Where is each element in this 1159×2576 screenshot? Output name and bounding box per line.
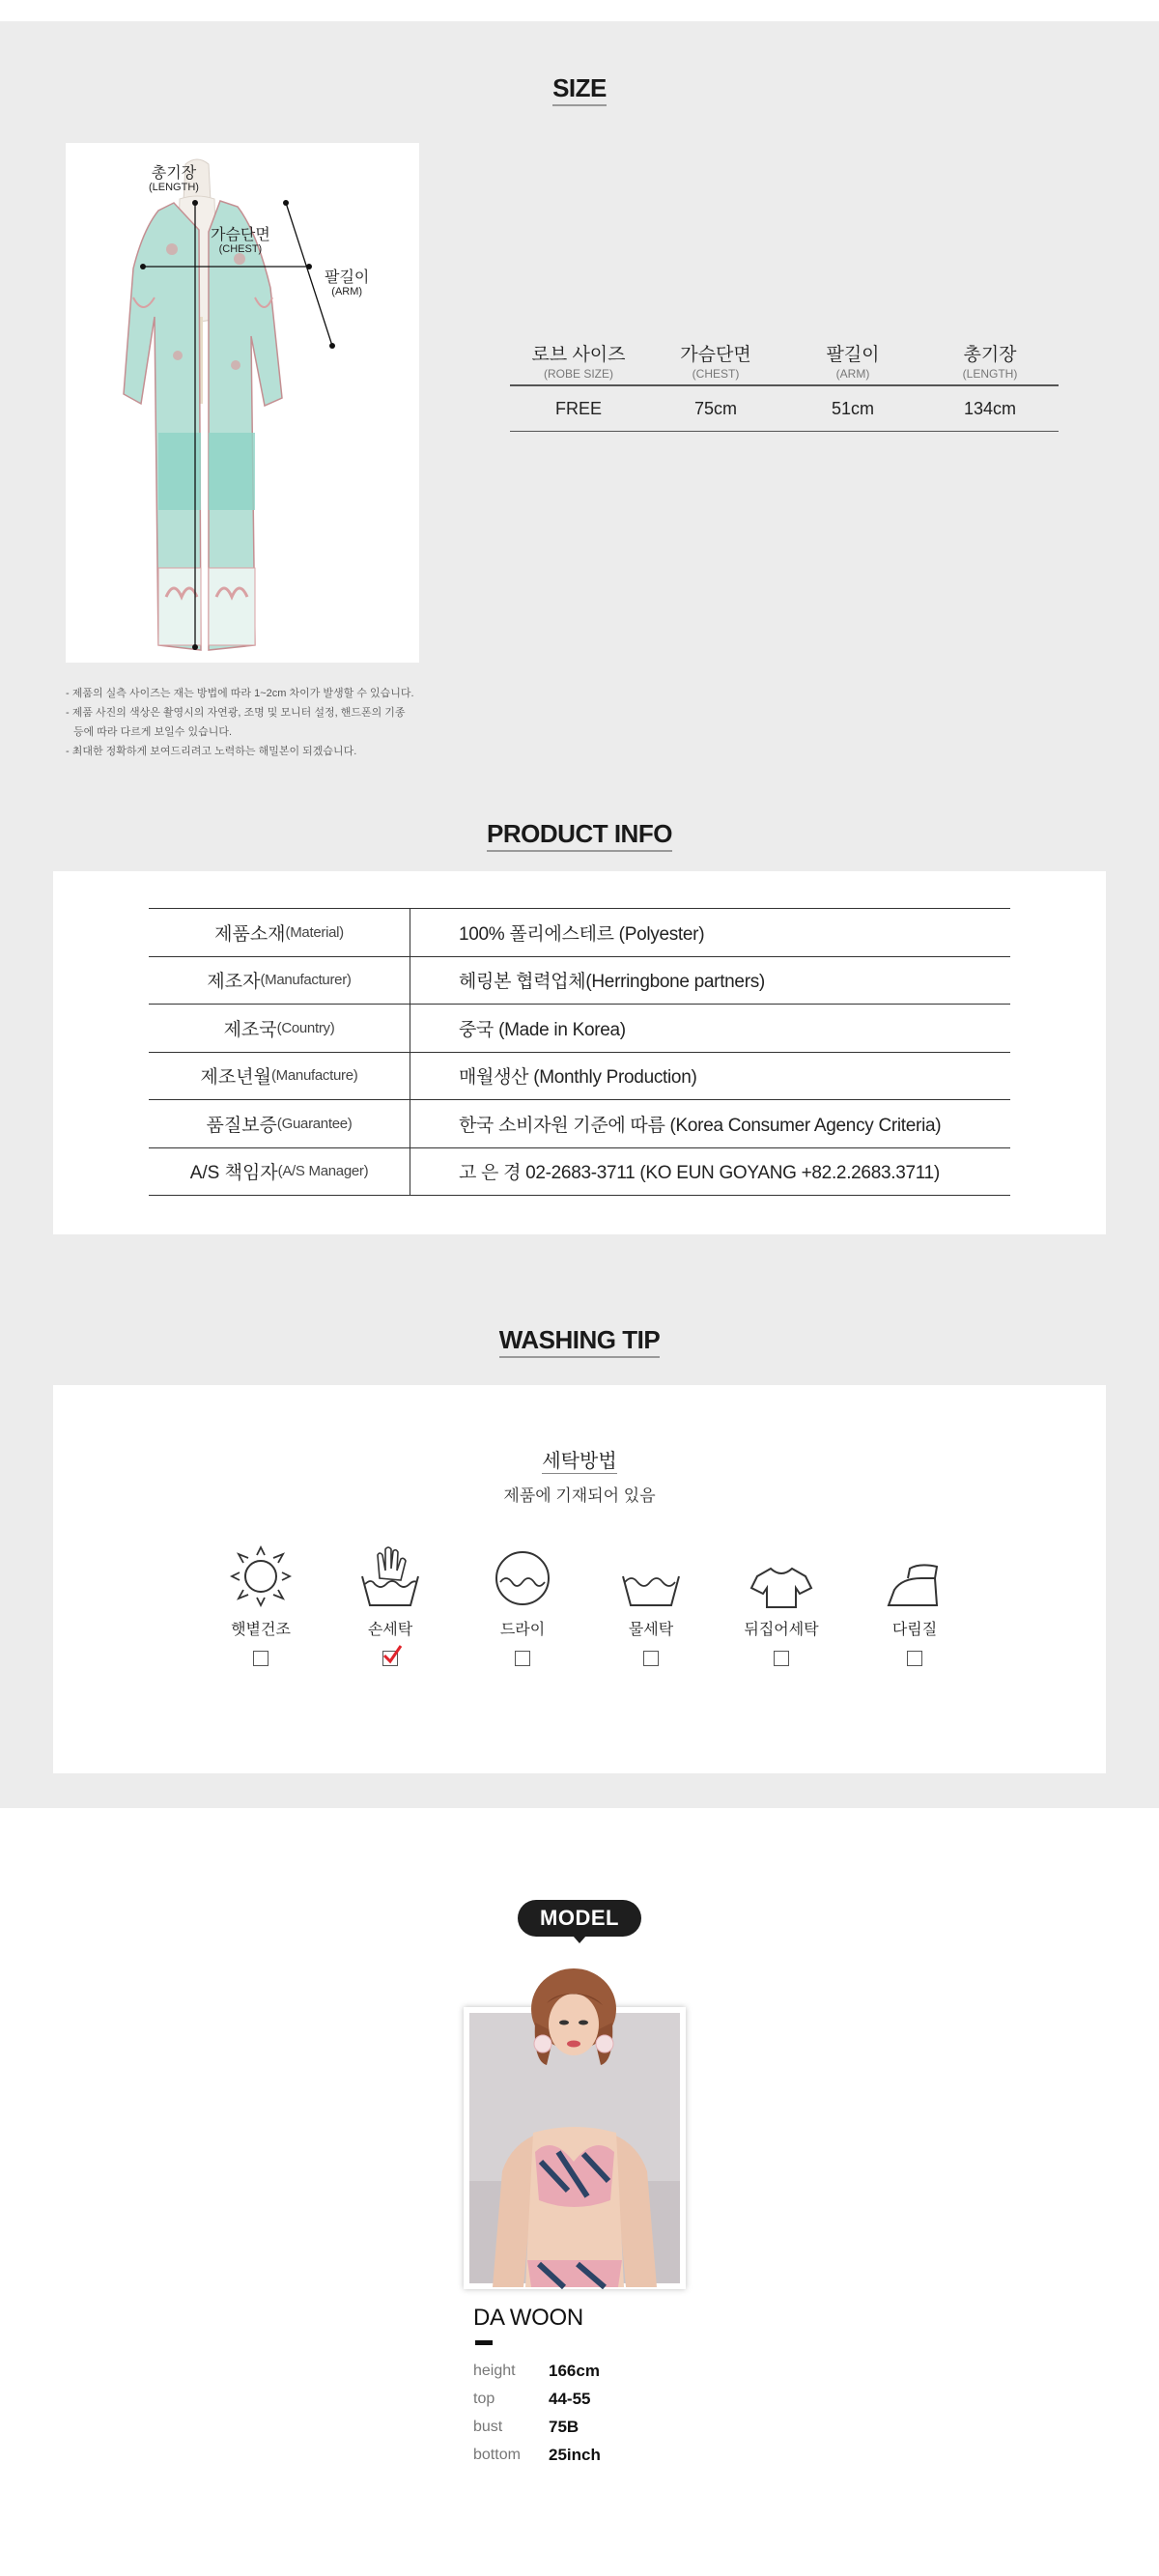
hand-wash-icon — [356, 1542, 424, 1609]
wash-checkbox — [253, 1651, 269, 1666]
size-table-header — [510, 340, 1059, 386]
info-value: 중국 (Made in Korea) — [459, 1019, 626, 1040]
info-row — [149, 1005, 1010, 1053]
size-note: - 제품 사진의 색상은 촬영시의 자연광, 조명 및 모니터 설정, 핸드폰의 기종 — [66, 707, 406, 719]
wash-checkbox — [643, 1651, 659, 1666]
size-note: - 제품의 실측 사이즈는 재는 방법에 따라 1~2cm 차이가 발생할 수 있습니다. — [66, 688, 414, 699]
arm-label: 팔길이 (ARM) — [325, 269, 370, 297]
size-table — [510, 340, 1059, 432]
size-note: 등에 따라 다르게 보일수 있습니다. — [73, 726, 233, 738]
size-cell: 51cm — [831, 398, 874, 418]
spec-row — [473, 2357, 601, 2385]
wash-method-subtitle: 제품에 기재되어 있음 — [503, 1486, 656, 1505]
model-name: DA WOON — [473, 2305, 583, 2331]
dry-clean-icon — [489, 1542, 556, 1609]
spec-value: 25inch — [549, 2445, 601, 2464]
wash-checkbox — [907, 1651, 922, 1666]
size-header-cell: 가슴단면 (CHEST) — [680, 345, 751, 381]
washing-tip-title: WASHING TIP — [0, 1325, 1159, 1358]
spec-key: top — [473, 2390, 495, 2407]
wash-item-inside-out: 뒤집어세탁 — [723, 1542, 839, 1666]
product-info-table — [149, 908, 1010, 1196]
spec-row — [473, 2413, 601, 2441]
size-notes — [66, 684, 433, 761]
wash-checkbox-checked — [382, 1651, 398, 1666]
wash-checkbox — [774, 1651, 789, 1666]
size-note: - 최대한 정확하게 보여드리려고 노력하는 해밀본이 되겠습니다. — [66, 746, 357, 757]
chest-label: 가슴단면 (CHEST) — [211, 227, 270, 255]
info-value: 한국 소비자원 기준에 따름 (Korea Consumer Agency Criteria) — [459, 1115, 942, 1136]
wash-method-title: 세탁방법 — [542, 1451, 617, 1472]
spec-row — [473, 2441, 601, 2469]
product-info-title: PRODUCT INFO — [0, 819, 1159, 852]
water-wash-icon — [617, 1542, 685, 1609]
info-key: A/S 책임자 (A/S Manager) — [149, 1148, 410, 1196]
model-photo — [464, 2007, 686, 2289]
model-name-underline — [475, 2340, 493, 2345]
size-table-row — [510, 386, 1059, 432]
wash-checkbox — [515, 1651, 530, 1666]
info-key: 제조자 (Manufacturer) — [149, 957, 410, 1005]
info-key: 제조년월 (Manufacture) — [149, 1053, 410, 1100]
model-badge-pointer — [573, 1936, 586, 1943]
info-row — [149, 1148, 1010, 1197]
spec-value: 75B — [549, 2417, 580, 2436]
wash-item-sun-dry: 햇볕건조 — [203, 1542, 319, 1666]
info-key: 제품소재 (Material) — [149, 909, 410, 956]
spec-key: height — [473, 2362, 516, 2379]
info-key: 품질보증 (Guarantee) — [149, 1100, 410, 1147]
info-row — [149, 1053, 1010, 1101]
spec-row — [473, 2385, 601, 2413]
wash-item-iron: 다림질 — [857, 1542, 973, 1666]
info-row — [149, 909, 1010, 957]
size-header-cell: 로브 사이즈 (ROBE SIZE) — [531, 345, 626, 381]
inside-out-wash-icon — [748, 1542, 815, 1609]
size-cell: FREE — [554, 398, 602, 418]
wash-item-water-wash: 물세탁 — [593, 1542, 709, 1666]
spec-key: bottom — [473, 2446, 521, 2463]
model-badge: MODEL — [518, 1900, 641, 1937]
wash-item-hand-wash: 손세탁 — [332, 1542, 448, 1666]
wash-item-dry-clean: 드라이 — [465, 1542, 580, 1666]
size-cell: 134cm — [963, 398, 1017, 418]
sun-dry-icon — [227, 1542, 295, 1609]
model-head — [525, 1965, 622, 2071]
robe-illustration — [66, 143, 419, 663]
size-header-cell: 총기장 (LENGTH) — [962, 345, 1018, 381]
size-cell: 75cm — [693, 398, 737, 418]
length-label: 총기장 (LENGTH) — [149, 165, 199, 193]
info-value: 헤링본 협력업체(Herringbone partners) — [459, 972, 765, 993]
info-value: 매월생산 (Monthly Production) — [459, 1067, 697, 1089]
spec-value: 166cm — [549, 2361, 600, 2380]
info-key: 제조국 (Country) — [149, 1005, 410, 1052]
garment-measurement-image — [66, 143, 419, 663]
size-section-title: SIZE — [0, 73, 1159, 106]
check-mark-icon — [382, 1644, 403, 1665]
model-specs — [473, 2357, 601, 2469]
iron-icon — [881, 1542, 948, 1609]
spec-key: bust — [473, 2418, 503, 2435]
info-value: 고 은 경 02-2683-3711 (KO EUN GOYANG +82.2.2683.3711) — [459, 1163, 940, 1184]
info-row — [149, 1100, 1010, 1148]
size-header-cell: 팔길이 (ARM) — [826, 345, 880, 381]
info-row — [149, 957, 1010, 1005]
spec-value: 44-55 — [549, 2389, 591, 2408]
info-value: 100% 폴리에스테르 (Polyester) — [459, 923, 705, 945]
